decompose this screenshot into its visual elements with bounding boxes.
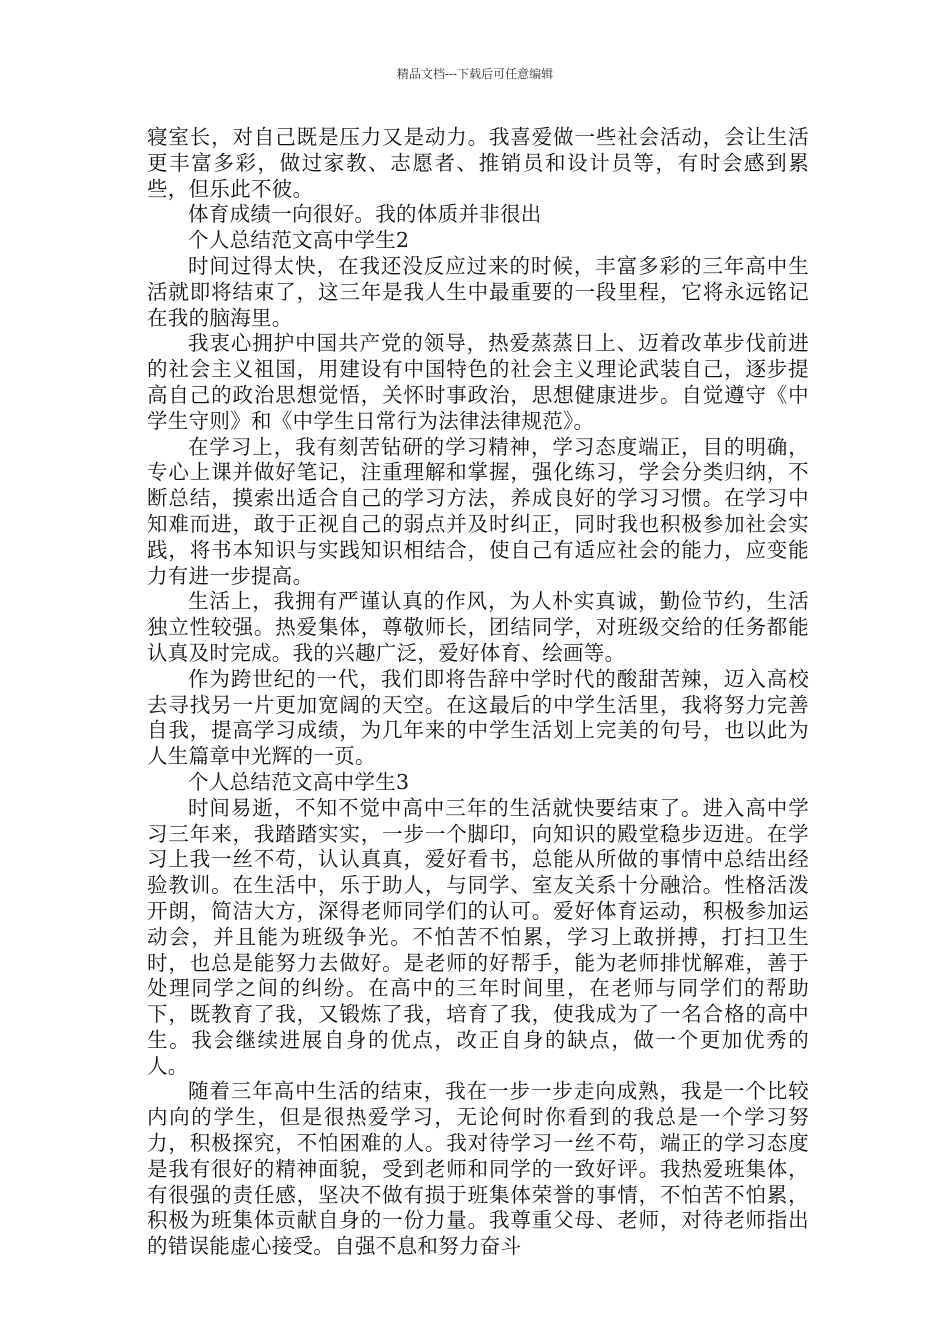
paragraph-3: 时间过得太快，在我还没反应过来的时候，丰富多彩的三年高中生活就即将结束了，这三年是我人生中最重要的一段里程，它将永远铭记在我的脑海里。 xyxy=(147,253,809,330)
section-heading-2: 个人总结范文高中学生2 xyxy=(188,228,410,253)
paragraph-6: 生活上，我拥有严谨认真的作风，为人朴实真诚，勤俭节约，生活独立性较强。热爱集体，尊敬师长，团结同学，对班级交给的任务都能认真及时完成。我的兴趣广泛，爱好体育、绘画等。 xyxy=(147,589,809,665)
page-header: 精品文档---下载后可任意编辑 xyxy=(396,67,554,81)
paragraph-5: 在学习上，我有刻苦钻研的学习精神，学习态度端正，目的明确，专心上课并做好笔记，注重理解和掌握，强化练习，学会分类归纳，不断总结，摸索出适合自己的学习方法，养成良好的学习习惯。在学习中知难而进，敢于正视自己的弱点并及时纠正，同时我也积极参加社会实践，将书本知识与实践知识相结合，使自己有适应社会的能力，应变能力有进一步提高。 xyxy=(147,434,809,588)
paragraph-2: 体育成绩一向很好。我的体质并非很出 xyxy=(188,202,542,227)
paragraph-7: 作为跨世纪的一代，我们即将告辞中学时代的酸甜苦辣，迈入高校去寻找另一片更加宽阔的天空。在这最后的中学生活里，我将努力完善自我，提高学习成绩，为几年来的中学生活划上完美的句号，也以此为人生篇章中光辉的一页。 xyxy=(147,666,809,769)
document-body xyxy=(147,125,809,1260)
paragraph-8: 时间易逝，不知不觉中高中三年的生活就快要结束了。进入高中学习三年来，我踏踏实实，一步一个脚印，向知识的殿堂稳步迈进。在学习上我一丝不苟，认认真真，爱好看书，总能从所做的事情中总结出经验教训。在生活中，乐于助人，与同学、室友关系十分融洽。性格活泼开朗，简洁大方，深得老师同学们的认可。爱好体育运动，积极参加运动会，并且能为班级争光。不怕苦不怕累，学习上敢拼搏，打扫卫生时，也总是能努力去做好。是老师的好帮手，能为老师排忧解难，善于处理同学之间的纠纷。在高中的三年时间里，在老师与同学们的帮助下，既教育了我，又锻炼了我，培育了我，使我成为了一名合格的高中生。我会继续进展自身的优点，改正自身的缺点，做一个更加优秀的人。 xyxy=(147,795,809,1078)
paragraph-9: 随着三年高中生活的结束，我在一步一步走向成熟，我是一个比较内向的学生，但是很热爱学习，无论何时你看到的我总是一个学习努力，积极探究，不怕困难的人。我对待学习一丝不苟，端正的学习态度是我有很好的精神面貌，受到老师和同学的一致好评。我热爱班集体，有很强的责任感，坚决不做有损于班集体荣誉的事情，不怕苦不怕累，积极为班集体贡献自身的一份力量。我尊重父母、老师，对待老师指出的错误能虚心接受。自强不息和努力奋斗 xyxy=(147,1079,809,1259)
section-heading-3: 个人总结范文高中学生3 xyxy=(188,769,410,794)
paragraph-1: 寝室长，对自己既是压力又是动力。我喜爱做一些社会活动，会让生活更丰富多彩，做过家教、志愿者、推销员和设计员等，有时会感到累些，但乐此不彼。 xyxy=(147,125,809,201)
paragraph-4: 我衷心拥护中国共产党的领导，热爱蒸蒸日上、迈着改革步伐前进的社会主义祖国，用建设有中国特色的社会主义理论武装自己，逐步提高自己的政治思想觉悟，关怀时事政治，思想健康进步。自觉遵守《中学生守则》和《中学生日常行为法律法律规范》。 xyxy=(147,331,809,433)
